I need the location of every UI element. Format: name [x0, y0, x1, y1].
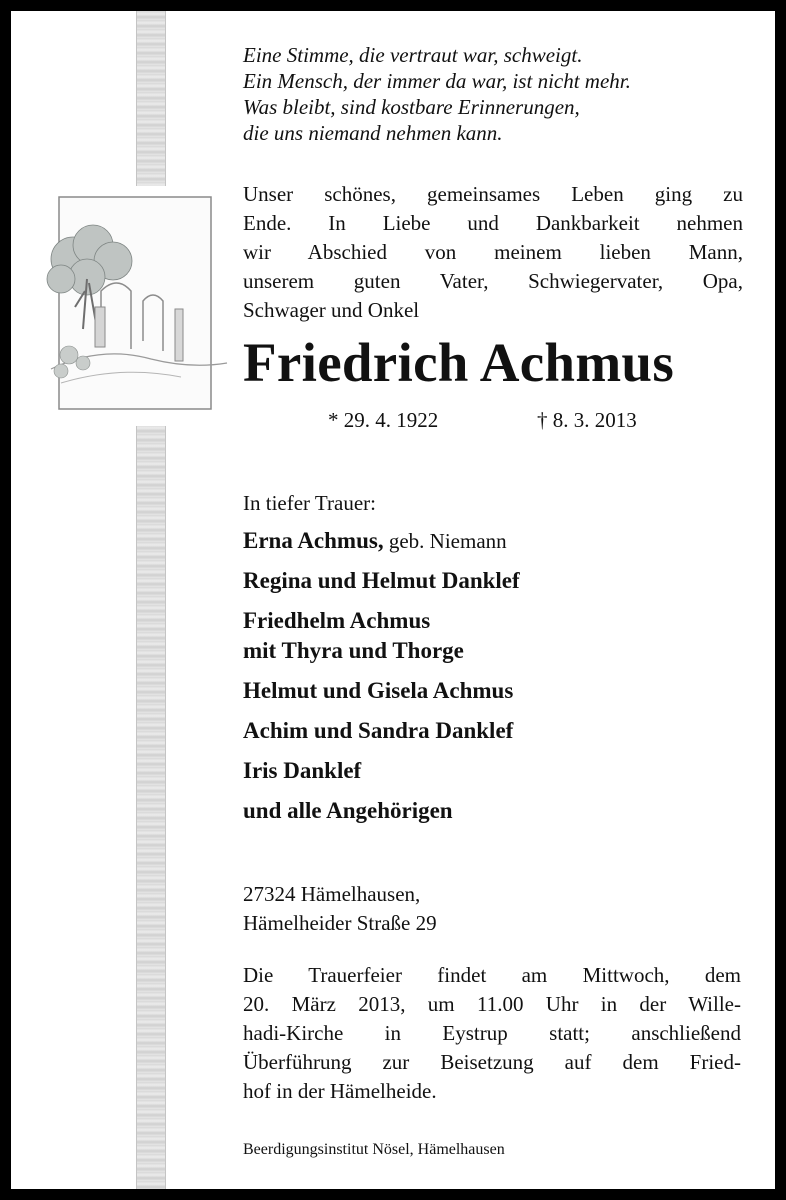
poem: [243, 42, 743, 146]
death-date: † 8. 3. 2013: [537, 408, 637, 432]
funeral-line: hof in der Hämelheide.: [243, 1079, 437, 1103]
address-line: Hämelheider Straße 29: [243, 911, 437, 935]
birth-date: * 29. 4. 1922: [328, 408, 439, 432]
mourner-entry: mit Thyra und Thorge: [243, 638, 464, 663]
poem-line: die uns niemand nehmen kann.: [243, 121, 503, 145]
undertaker: Beerdigungsinstitut Nösel, Hämelhausen: [243, 1141, 505, 1158]
poem-line: Eine Stimme, die vertraut war, schweigt.: [243, 43, 583, 67]
mourner-entry: Regina und Helmut Danklef: [243, 568, 520, 593]
mourner-entry: [243, 526, 743, 556]
funeral-line: Die Trauerfeier findet am Mittwoch, dem: [243, 963, 741, 987]
tree-garden-sketch-image: [31, 179, 231, 427]
mourner-entry: Friedhelm Achmus: [243, 608, 431, 633]
mourners-list: [243, 526, 743, 836]
intro-line: Unser schönes, gemeinsames Leben ging zu: [243, 182, 743, 206]
address: [243, 880, 743, 938]
mourner-entry: Iris Danklef: [243, 758, 362, 783]
poem-line: Ein Mensch, der immer da war, ist nicht mehr.: [243, 69, 631, 93]
deceased-name: Friedrich Achmus: [243, 332, 675, 393]
mourner-entry: Achim und Sandra Danklef: [243, 718, 514, 743]
intro-line: Ende. In Liebe und Dankbarkeit nehmen: [243, 211, 743, 235]
mourner-entry: und alle Angehörigen: [243, 798, 453, 823]
poem-line: Was bleibt, sind kostbare Erinnerungen,: [243, 95, 580, 119]
intro-line: wir Abschied von meinem lieben Mann,: [243, 240, 743, 264]
funeral-line: 20. März 2013, um 11.00 Uhr in der Wille-: [243, 992, 741, 1016]
mourner-name: Erna Achmus,: [243, 528, 384, 553]
obituary-card: [11, 11, 775, 1189]
intro-line: Schwager und Onkel: [243, 298, 420, 322]
mourner-maiden-name: geb. Niemann: [383, 529, 507, 553]
mourning-label: In tiefer Trauer:: [243, 491, 376, 515]
funeral-line: Überführung zur Beisetzung auf dem Fried-: [243, 1050, 741, 1074]
address-line: 27324 Hämelhausen,: [243, 882, 421, 906]
funeral-line: hadi-Kirche in Eystrup statt; anschließend: [243, 1021, 741, 1045]
intro-paragraph: [243, 180, 743, 325]
funeral-notice: [243, 961, 741, 1106]
intro-line: unserem guten Vater, Schwiegervater, Opa,: [243, 269, 743, 293]
mourner-entry: Helmut und Gisela Achmus: [243, 678, 514, 703]
